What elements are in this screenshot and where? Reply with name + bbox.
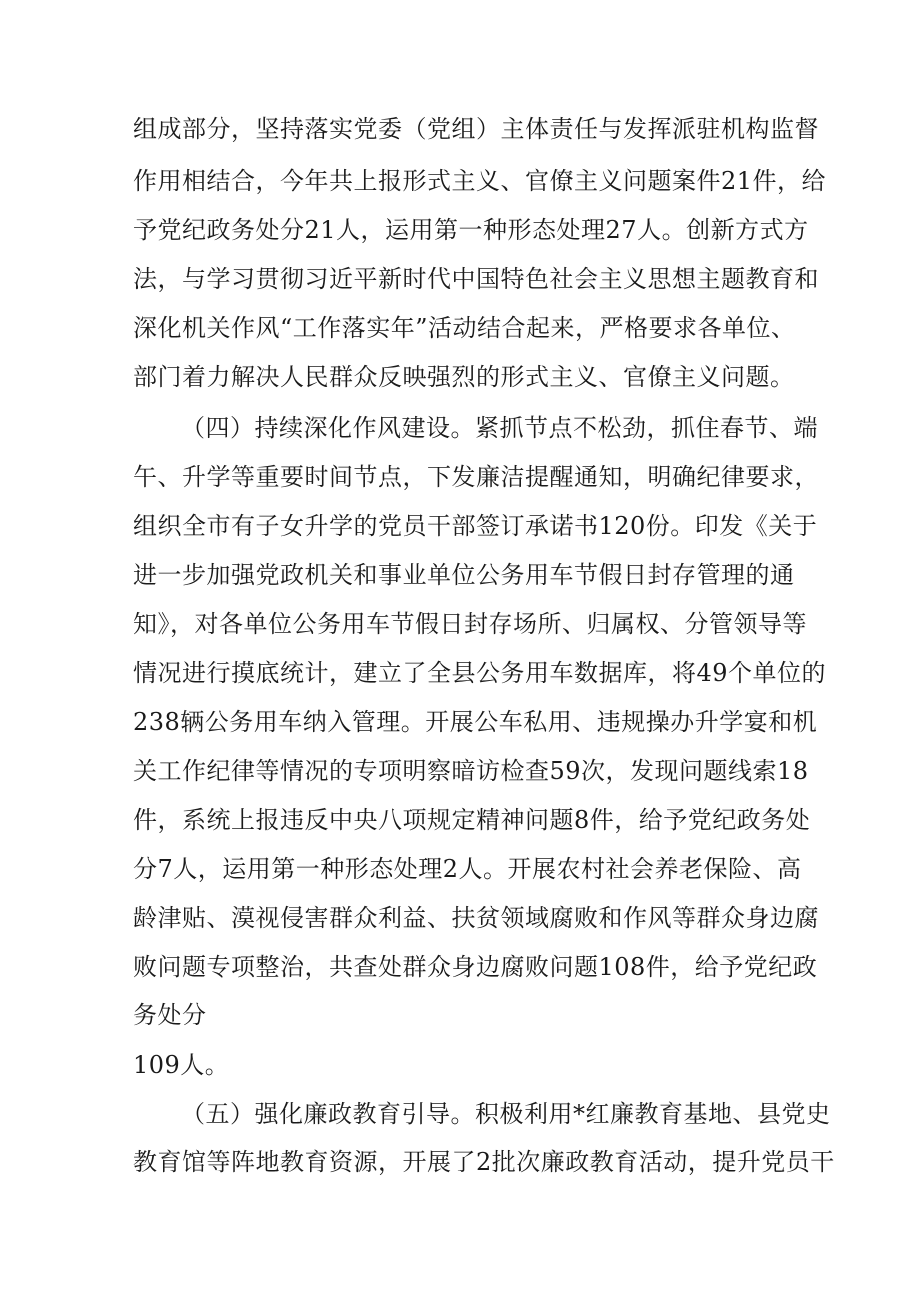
text-line: 午、升学等重要时间节点，下发廉洁提醒通知，明确纪律要求， [133, 463, 819, 491]
section-heading-line: （四）持续深化作风建设。紧抓节点不松劲，抓住春节、端 [181, 414, 818, 442]
text-line: 组织全市有子女升学的党员干部签订承诺书120份。印发《关于 [133, 512, 818, 540]
text-line: 务处分 [133, 1001, 207, 1029]
text-line: 作用相结合，今年共上报形式主义、官僚主义问题案件21件，给 [133, 167, 827, 195]
text-line: 109人。 [133, 1051, 230, 1079]
text-line: 部门着力解决人民群众反映强烈的形式主义、官僚主义问题。 [133, 363, 795, 391]
text-line: 败问题专项整治，共查处群众身边腐败问题108件，给予党纪政 [133, 953, 818, 981]
text-line: 组成部分，坚持落实党委（党组）主体责任与发挥派驻机构监督 [133, 115, 819, 143]
text-line: 件，系统上报违反中央八项规定精神问题8件，给予党纪政务处 [133, 806, 811, 834]
text-line: 知》，对各单位公务用车节假日封存场所、归属权、分管领导等 [133, 610, 807, 638]
text-line: 教育馆等阵地教育资源，开展了2批次廉政教育活动，提升党员干 [133, 1148, 835, 1176]
text-line: 情况进行摸底统计，建立了全县公务用车数据库，将49个单位的 [133, 659, 827, 687]
text-line: 龄津贴、漠视侵害群众利益、扶贫领域腐败和作风等群众身边腐 [133, 904, 819, 932]
text-line: 予党纪政务处分21人，运用第一种形态处理27人。创新方式方 [133, 216, 809, 244]
text-line: 关工作纪律等情况的专项明察暗访检查59次，发现问题线索18 [133, 757, 809, 785]
text-line: 进一步加强党政机关和事业单位公务用车节假日封存管理的通 [133, 561, 795, 589]
text-line: 238辆公务用车纳入管理。开展公车私用、违规操办升学宴和机 [133, 708, 818, 736]
text-line: 分7人，运用第一种形态处理2人。开展农村社会养老保险、高 [133, 855, 802, 883]
section-heading-line: （五）强化廉政教育引导。积极利用*红廉教育基地、县党史 [181, 1100, 831, 1128]
text-line: 法，与学习贯彻习近平新时代中国特色社会主义思想主题教育和 [133, 265, 819, 293]
text-line: 深化机关作风“工作落实年”活动结合起来，严格要求各单位、 [133, 314, 796, 342]
